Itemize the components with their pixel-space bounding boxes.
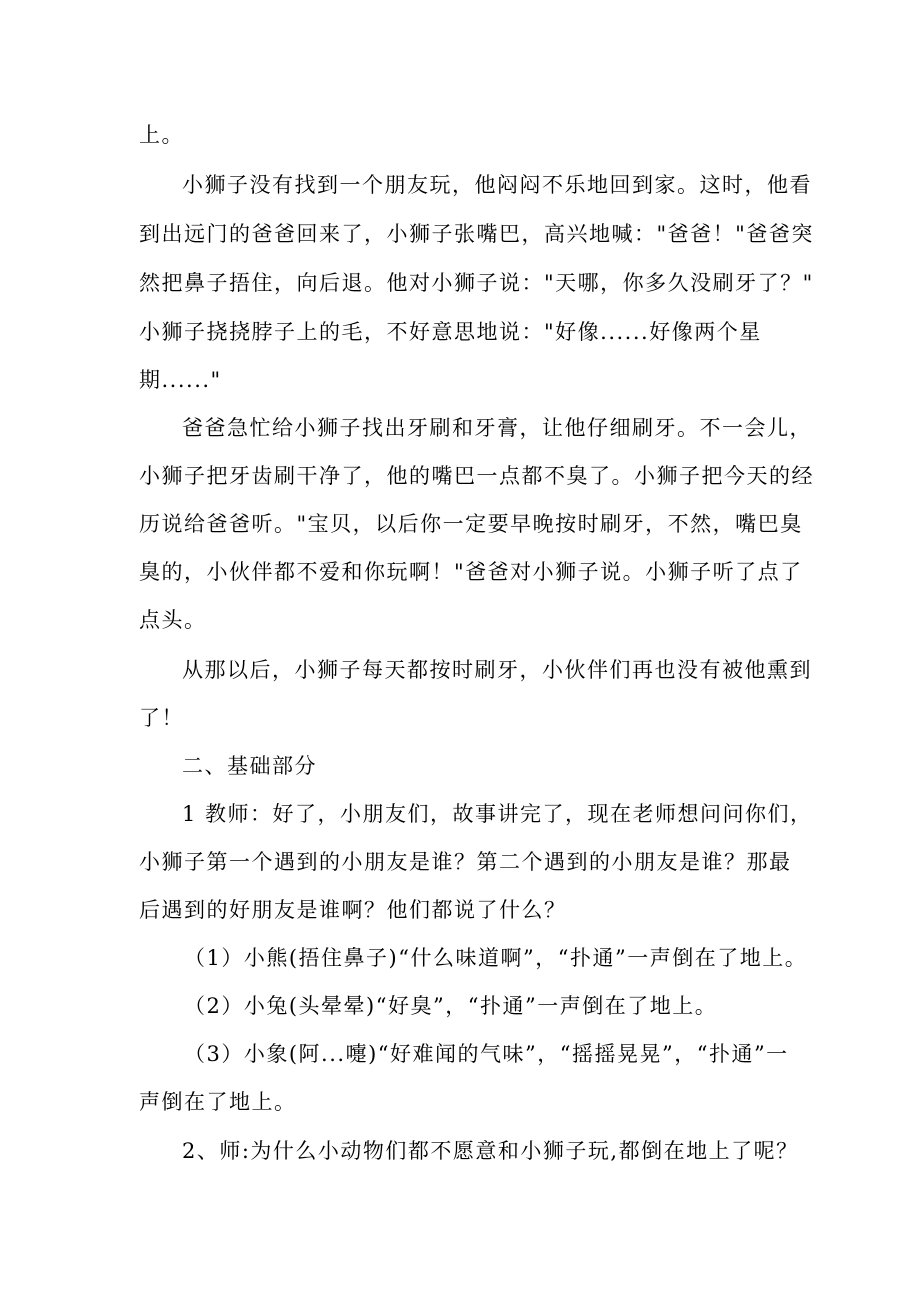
text-line: 声倒在了地上。 (139, 1090, 297, 1114)
list-item: （3）小象(阿...嚏)“好难闻的气味”，“摇摇晃晃”，“扑通”一 (184, 1042, 789, 1066)
text-line: 小狮子挠挠脖子上的毛，不好意思地说："好像......好像两个星 (139, 320, 762, 344)
text-line: 从那以后，小狮子每天都按时刷牙，小伙伴们再也没有被他熏到 (182, 658, 812, 682)
list-item: （1）小熊(捂住鼻子)“什么味道啊”，“扑通”一声倒在了地上。 (184, 946, 808, 970)
text-line: 期......" (139, 368, 222, 392)
text-line: 小狮子第一个遇到的小朋友是谁？第二个遇到的小朋友是谁？那最 (139, 850, 792, 874)
text-line: 上。 (139, 123, 184, 147)
text-line: 点头。 (139, 608, 207, 632)
text-line: 然把鼻子捂住，向后退。他对小狮子说："天哪，你多久没刷牙了？" (139, 271, 814, 295)
section-heading: 二、基础部分 (182, 754, 317, 778)
list-item: （2）小兔(头晕晕)“好臭”，“扑通”一声倒在了地上。 (184, 994, 718, 1018)
text-line: 后遇到的好朋友是谁啊？他们都说了什么？ (139, 898, 567, 922)
text-line: 小狮子没有找到一个朋友玩，他闷闷不乐地回到家。这时，他看 (182, 173, 812, 197)
text-line: 臭的，小伙伴都不爱和你玩啊！"爸爸对小狮子说。小狮子听了点了 (139, 560, 803, 584)
text-line: 小狮子把牙齿刷干净了，他的嘴巴一点都不臭了。小狮子把今天的经 (139, 464, 814, 488)
text-line: 了！ (139, 706, 184, 730)
text-line: 2、师:为什么小动物们都不愿意和小狮子玩,都倒在地上了呢？ (182, 1139, 799, 1163)
text-line: 历说给爸爸听。"宝贝，以后你一定要早晚按时刷牙，不然，嘴巴臭 (139, 512, 803, 536)
text-line: 爸爸急忙给小狮子找出牙刷和牙膏，让他仔细刷牙。不一会儿， (182, 416, 812, 440)
text-line: 1 教师：好了，小朋友们，故事讲完了，现在老师想问问你们， (182, 802, 813, 826)
text-line: 到出远门的爸爸回来了，小狮子张嘴巴，高兴地喊："爸爸！"爸爸突 (139, 222, 814, 246)
